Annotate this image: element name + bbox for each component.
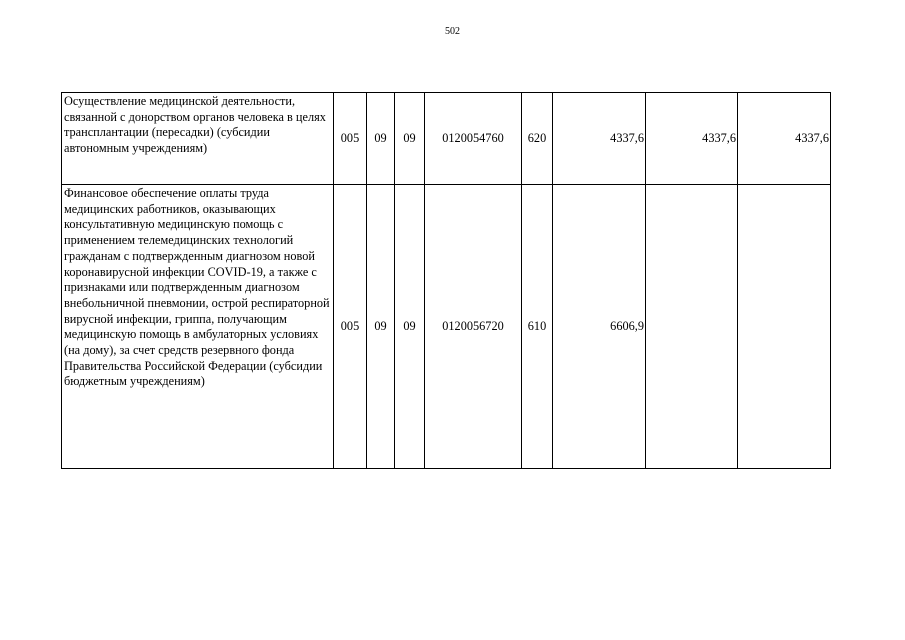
table-row — [62, 93, 831, 185]
target-article-code: 0120054760 — [425, 93, 522, 185]
amount-year-2 — [646, 185, 738, 469]
expense-type-code: 610 — [522, 185, 553, 469]
section-code: 09 — [367, 93, 395, 185]
amount-year-1: 6606,9 — [553, 185, 646, 469]
page-number: 502 — [445, 26, 460, 37]
subsection-code: 09 — [395, 185, 425, 469]
expense-description: Финансовое обеспечение оплаты труда медицинских работников, оказывающих консультативную медицинскую помощь с применением телемедицинских технологий гражданам с подтвержденным диагнозом новой коронавирусной инфекции COVID-19, а также с признаками или подтвержденным диагнозом внебольничной пневмонии, острой респираторной вирусной инфекции, гриппа, получающим медицинскую помощь в амбулаторных условиях (на дому), за счет средств резервного фонда Правительства Российской Федерации (субсидии бюджетным учреждениям) — [62, 185, 334, 469]
target-article-code: 0120056720 — [425, 185, 522, 469]
budget-table — [61, 92, 831, 469]
amount-year-1: 4337,6 — [553, 93, 646, 185]
subsection-code: 09 — [395, 93, 425, 185]
amount-year-2: 4337,6 — [646, 93, 738, 185]
amount-year-3 — [738, 185, 831, 469]
expense-description: Осуществление медицинской деятельности, связанной с донорством органов человека в целях трансплантации (пересадки) (субсидии автономным учреждениям) — [62, 93, 334, 185]
section-code: 09 — [367, 185, 395, 469]
amount-year-3: 4337,6 — [738, 93, 831, 185]
expense-type-code: 620 — [522, 93, 553, 185]
ministry-code: 005 — [334, 93, 367, 185]
ministry-code: 005 — [334, 185, 367, 469]
table-row — [62, 185, 831, 469]
